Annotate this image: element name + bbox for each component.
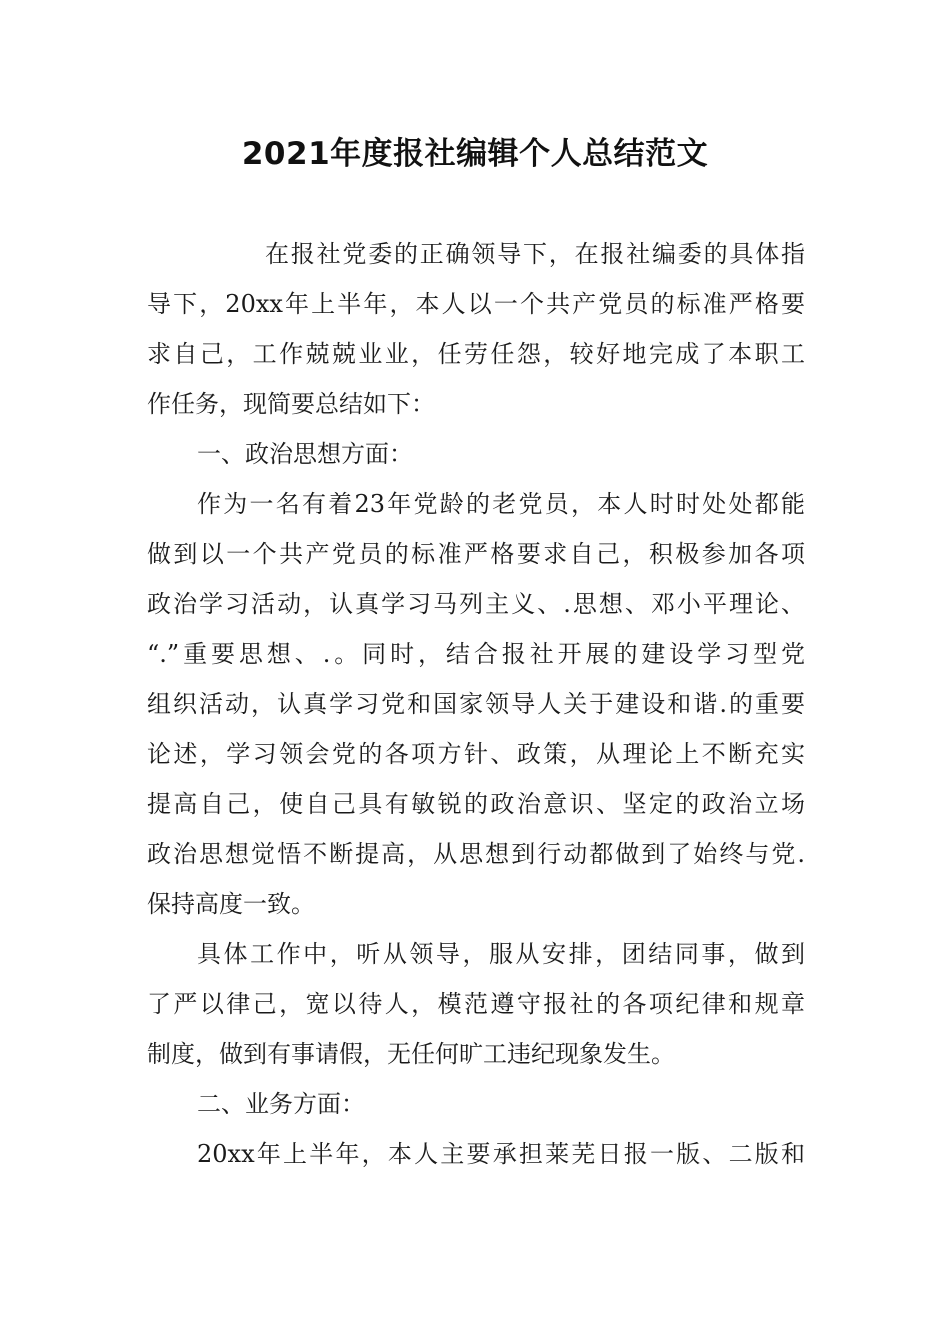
paragraph-line: 在报社党委的正确领导下，在报社编委的具体指: [265, 240, 805, 268]
paragraph-line: 政治学习活动，认真学习马列主义、.思想、邓小平理论、: [147, 590, 805, 618]
paragraph-line: 论述，学习领会党的各项方针、政策，从理论上不断充实: [147, 740, 805, 768]
section-heading: 二、业务方面：: [197, 1090, 365, 1118]
paragraph-line: 导下，20xx年上半年，本人以一个共产党员的标准严格要: [147, 290, 805, 318]
paragraph-line: 求自己，工作兢兢业业，任劳任怨，较好地完成了本职工: [147, 340, 805, 368]
document-body: [147, 229, 805, 1179]
paragraph-line: 具体工作中，听从领导，服从安排，团结同事，做到: [197, 940, 805, 968]
section-heading: 一、政治思想方面：: [197, 440, 413, 468]
paragraph-line: 作为一名有着23年党龄的老党员，本人时时处处都能: [197, 490, 805, 518]
paragraph-line: 制度，做到有事请假，无任何旷工违纪现象发生。: [147, 1040, 675, 1068]
paragraph-line: 20xx年上半年，本人主要承担莱芜日报一版、二版和: [197, 1140, 805, 1168]
paragraph-line: 做到以一个共产党员的标准严格要求自己，积极参加各项: [147, 540, 805, 568]
paragraph-line: 政治思想觉悟不断提高，从思想到行动都做到了始终与党.: [147, 840, 805, 868]
paragraph-line: 组织活动，认真学习党和国家领导人关于建设和谐.的重要: [147, 690, 805, 718]
paragraph-line: 提高自己，使自己具有敏锐的政治意识、坚定的政治立场: [147, 790, 805, 818]
paragraph-line: 作任务，现简要总结如下：: [147, 390, 435, 418]
paragraph-line: 保持高度一致。: [147, 890, 315, 918]
paragraph-line: 了严以律己，宽以待人，模范遵守报社的各项纪律和规章: [147, 990, 805, 1018]
document-title: 2021年度报社编辑个人总结范文: [241, 136, 709, 172]
paragraph-line: “.”重要思想、.。同时，结合报社开展的建设学习型党: [147, 640, 805, 668]
